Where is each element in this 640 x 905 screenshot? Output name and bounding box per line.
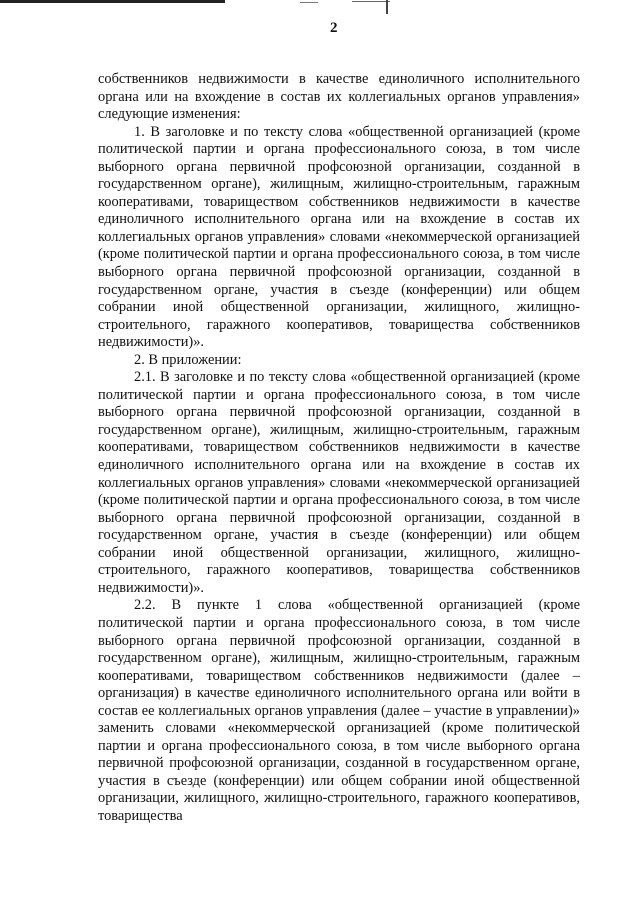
- paragraph-item-2-2: 2.2. В пункте 1 слова «общественной организацией (кроме политической партии и органа профессионального союза, в том числе выборного органа первичной профсоюзной организации, созданной в государственном органе), жилищным, жилищно-строительным, гаражным кооперативами, товариществом собственников недвижимости (далее – организация) в качестве единоличного исполнительного органа или войти в состав ее коллегиальных органов управления (далее – участие в управлении)» заменить словами «некоммерческой организацией (кроме политической партии и органа профессионального союза, в том числе выборного органа первичной профсоюзной организации, созданной в государственном органе, участия в съезде (конференции) или общем собрании иной общественной организации, жилищного, жилищно-строительного, гаражного кооперативов, товарищества: [98, 597, 580, 824]
- paragraph-item-1: 1. В заголовке и по тексту слова «общественной организацией (кроме политической партии и органа профессионального союза, в том числе выборного органа первичной профсоюзной организации, созданной в государственном органе), жилищным, жилищно-строительным, гаражным кооперативами, товариществом собственников недвижимости в качестве единоличного исполнительного органа или на вхождение в состав их коллегиальных органов управления» словами «некоммерческой организацией (кроме политической партии и органа профессионального союза, в том числе выборного органа первичной профсоюзной организации, созданной в государственном органе, участия в съезде (конференции) или общем собрании иной общественной организации, жилищного, жилищно-строительного, гаражного кооперативов, товарищества собственников недвижимости)».: [98, 123, 580, 351]
- paragraph-item-2-1: 2.1. В заголовке и по тексту слова «общественной организацией (кроме политической партии и органа профессионального союза, в том числе выборного органа первичной профсоюзной организации, созданной в государственном органе), жилищным, жилищно-строительным, гаражным кооперативами, товариществом собственников недвижимости в качестве единоличного исполнительного органа или на вхождение в состав их коллегиальных органов управления» словами «некоммерческой организацией (кроме политической партии и органа профессионального союза, в том числе выборного органа первичной профсоюзной организации, созданной в государственном органе, участия в съезде (конференции) или общем собрании иной общественной организации, жилищного, жилищно-строительного, гаражного кооперативов, товарищества собственников недвижимости)».: [98, 369, 580, 596]
- paragraph-item-2: 2. В приложении:: [134, 351, 242, 368]
- page-number: 2: [330, 20, 338, 36]
- document-body: [98, 71, 580, 826]
- scan-artifact-line: [352, 1, 390, 2]
- scan-artifact-line: [386, 0, 388, 14]
- scan-artifact-line: [300, 2, 318, 3]
- paragraph-continuation: собственников недвижимости в качестве единоличного исполнительного органа или на вхождение в состав их коллегиальных органов управления» следующие изменения:: [98, 71, 580, 123]
- scan-artifact-line: [0, 0, 225, 3]
